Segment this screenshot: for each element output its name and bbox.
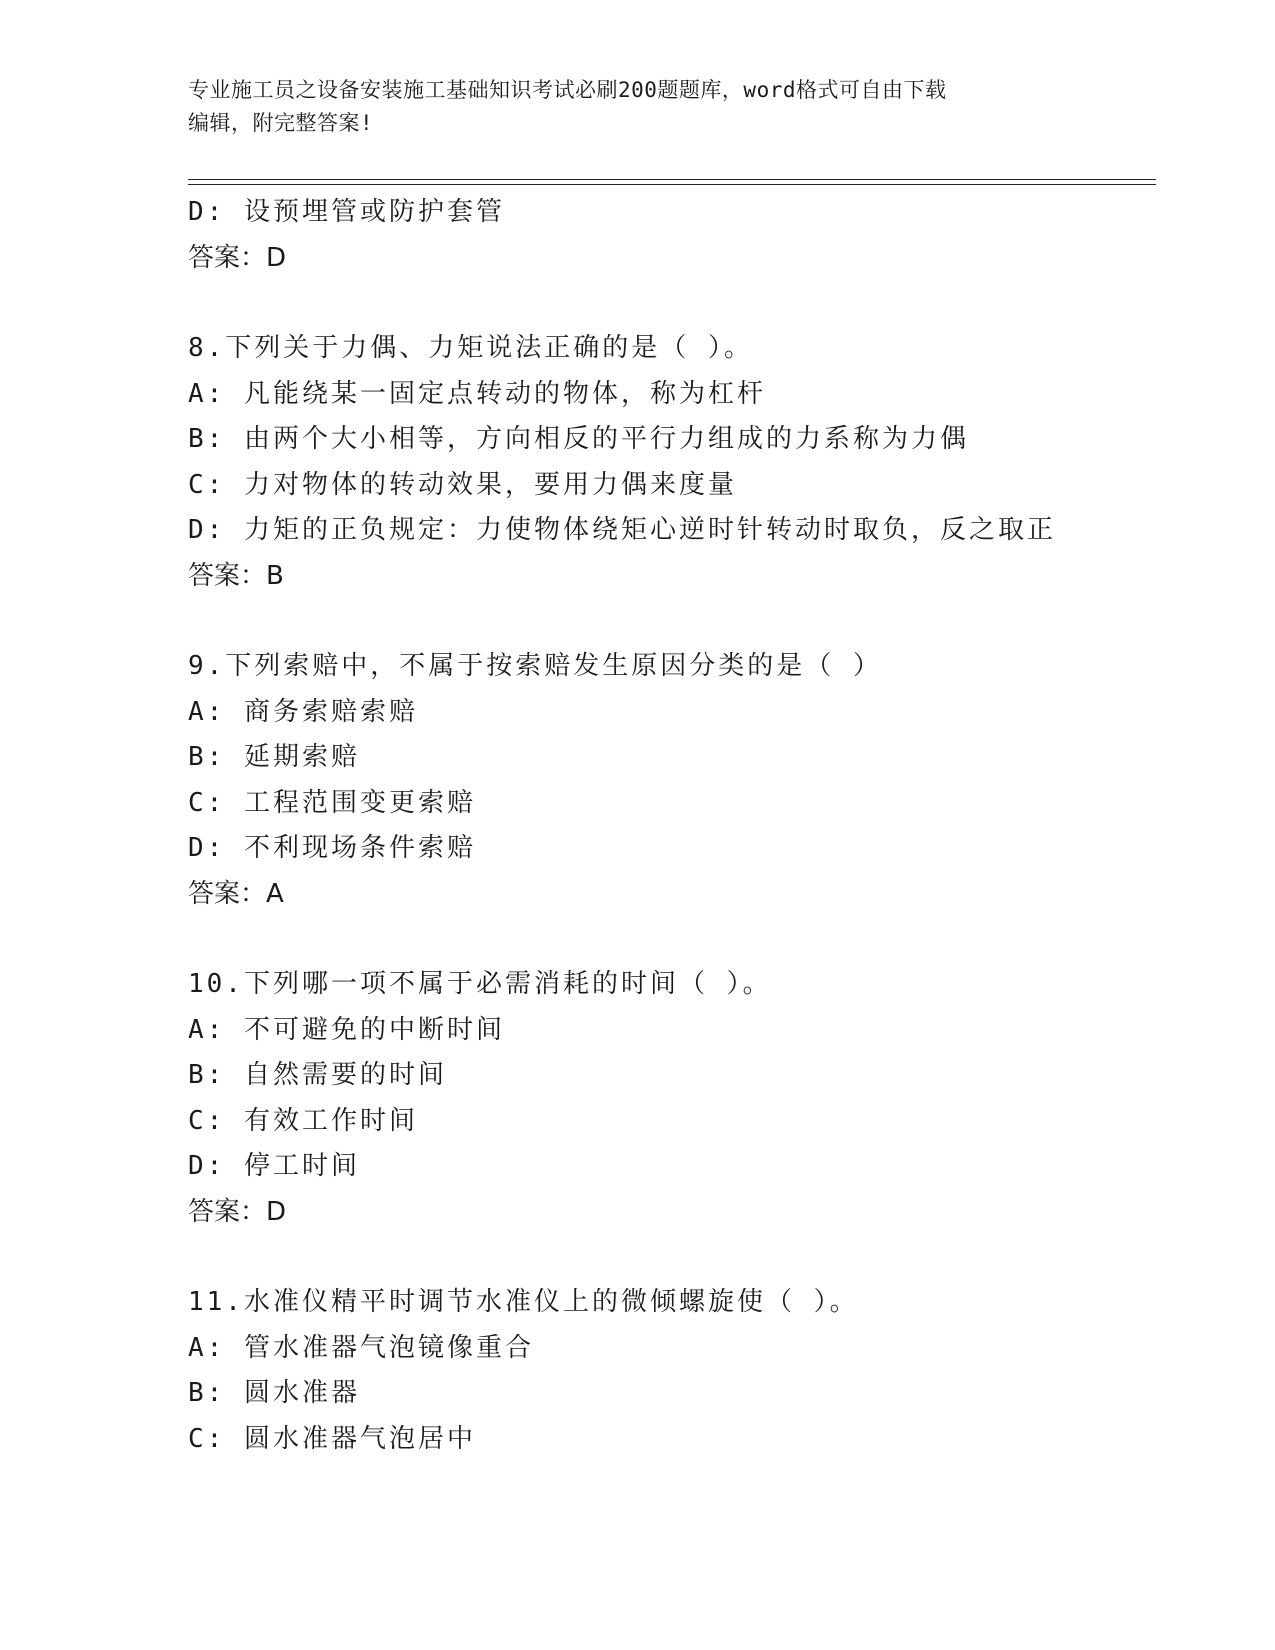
question-9: [188, 644, 1156, 917]
answer: 答案：D: [188, 1196, 287, 1227]
question-10: [188, 962, 1156, 1235]
option-c: C: 有效工作时间: [188, 1105, 418, 1136]
document-header: [188, 74, 1088, 140]
question-stem: 9.下列索赔中，不属于按索赔发生原因分类的是（ ）: [188, 651, 882, 681]
question-11: [188, 1280, 1156, 1462]
question-7-fragment: [188, 190, 1156, 281]
answer: 答案：D: [188, 242, 287, 273]
header-divider-top: [188, 179, 1156, 180]
option-c: C: 工程范围变更索赔: [188, 787, 476, 818]
spacer: [188, 599, 1156, 644]
option-a: A: 管水准器气泡镜像重合: [188, 1332, 534, 1363]
question-list: [188, 190, 1156, 1462]
spacer: [188, 1235, 1156, 1280]
question-stem: 10.下列哪一项不属于必需消耗的时间（ ）。: [188, 969, 772, 999]
option-b: B: 自然需要的时间: [188, 1060, 447, 1090]
answer: 答案：A: [188, 878, 284, 909]
option-b: B: 圆水准器: [188, 1378, 360, 1408]
option-a: A: 凡能绕某一固定点转动的物体，称为杠杆: [188, 378, 766, 409]
option-d: D: 不利现场条件索赔: [188, 833, 476, 863]
option-b: B: 由两个大小相等，方向相反的平行力组成的力系称为力偶: [188, 424, 969, 454]
question-stem: 8.下列关于力偶、力矩说法正确的是（ ）。: [188, 333, 753, 363]
header-title-line-1: 专业施工员之设备安装施工基础知识考试必刷200题题库，word格式可自由下载: [188, 78, 947, 102]
option-c: C: 力对物体的转动效果，要用力偶来度量: [188, 469, 737, 500]
spacer: [188, 281, 1156, 326]
answer: 答案：B: [188, 560, 284, 591]
option-a: A: 商务索赔索赔: [188, 696, 418, 727]
option-d: D: 停工时间: [188, 1151, 360, 1181]
header-divider-bottom: [188, 184, 1156, 185]
question-8: [188, 326, 1156, 599]
header-title-line-2: 编辑，附完整答案!: [188, 111, 374, 135]
option-c: C: 圆水准器气泡居中: [188, 1423, 476, 1454]
option-b: B: 延期索赔: [188, 742, 360, 772]
question-stem: 11.水准仪精平时调节水准仪上的微倾螺旋使（ ）。: [188, 1287, 859, 1317]
option-d: D: 设预埋管或防护套管: [188, 197, 505, 227]
option-d: D: 力矩的正负规定：力使物体绕矩心逆时针转动时取负，反之取正: [188, 515, 1056, 545]
option-a: A: 不可避免的中断时间: [188, 1014, 505, 1045]
spacer: [188, 917, 1156, 962]
